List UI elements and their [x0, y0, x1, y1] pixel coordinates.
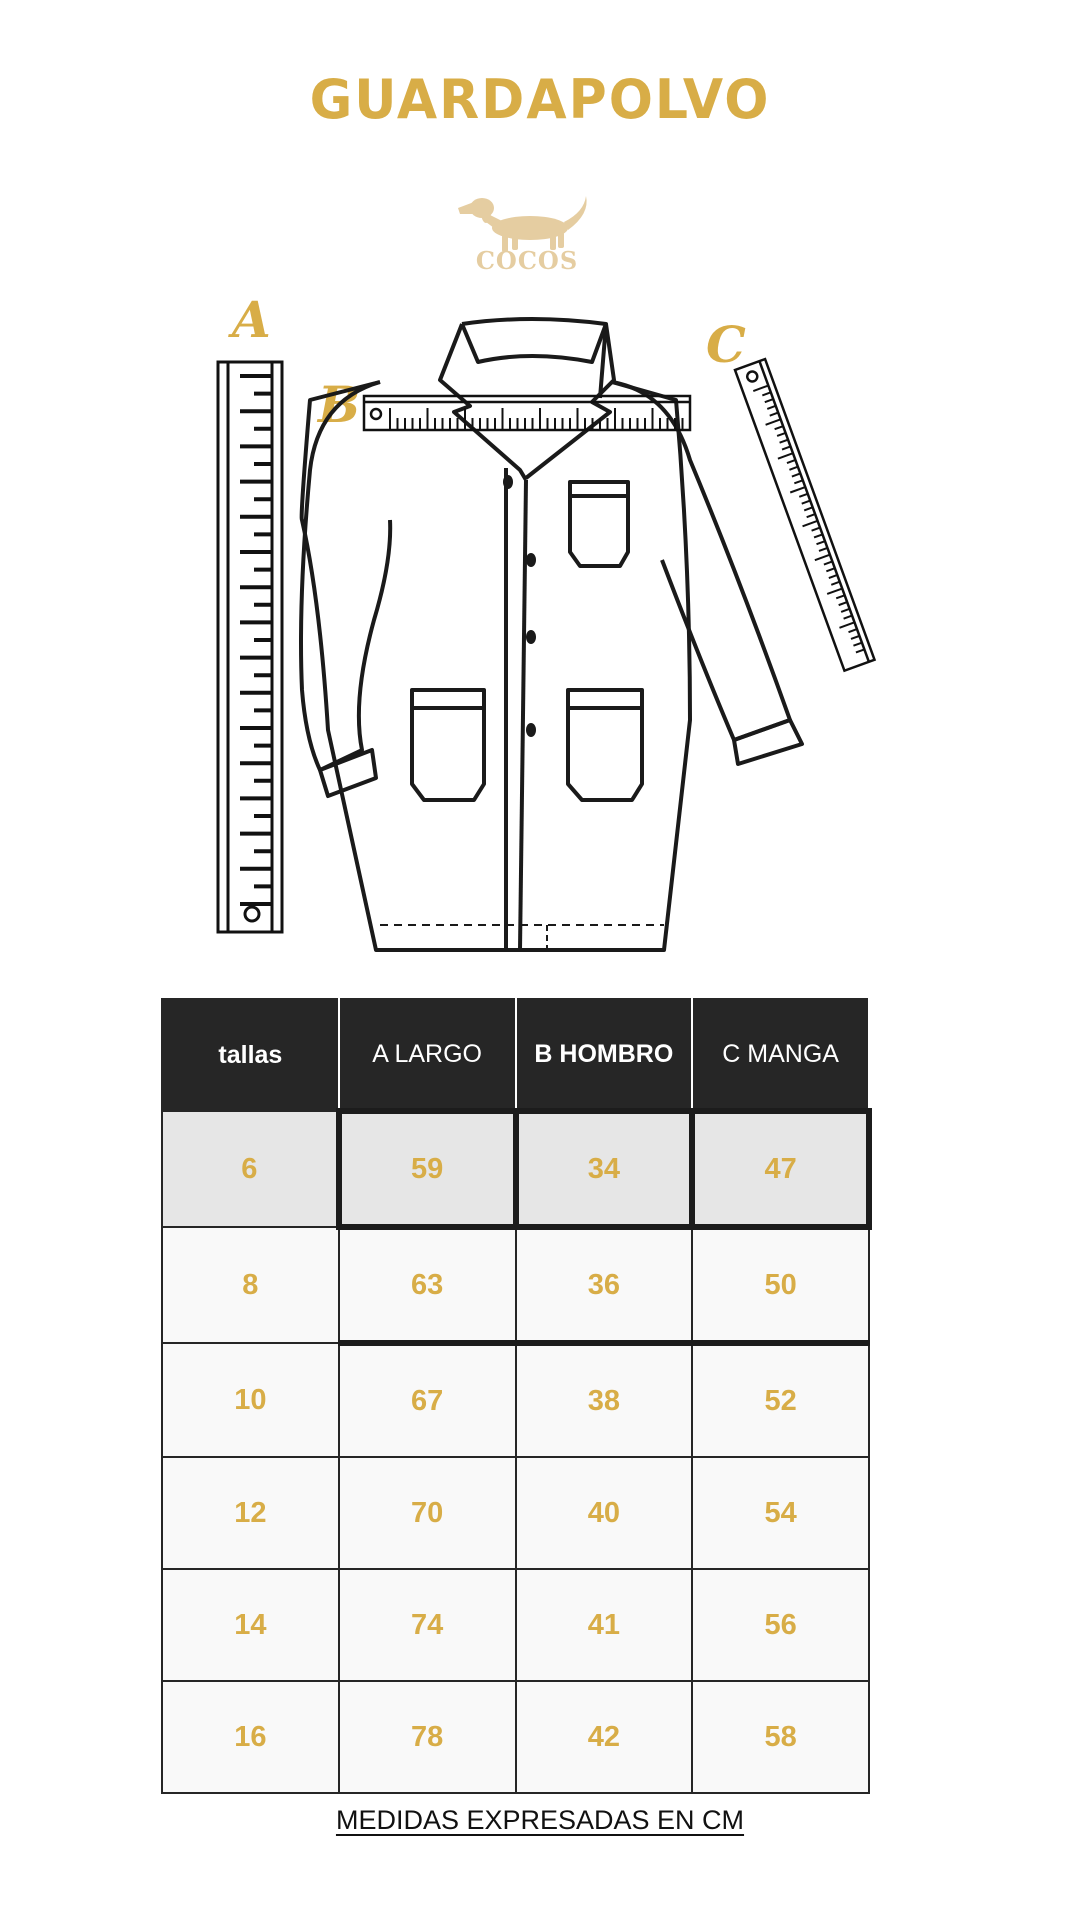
size-cell: 14	[162, 1569, 339, 1681]
manga-cell: 58	[692, 1681, 869, 1793]
ruler-tick	[782, 446, 790, 449]
units-note: MEDIDAS EXPRESADAS EN CM	[335, 1805, 745, 1835]
ruler-tick	[819, 548, 827, 551]
ruler-tick	[766, 419, 781, 424]
ruler-tick	[841, 609, 849, 612]
ruler-tick	[802, 501, 810, 504]
ruler-tick	[792, 473, 800, 476]
hombro-cell: 38	[516, 1343, 693, 1457]
coat-outline	[301, 319, 802, 950]
manga-cell: 54	[692, 1457, 869, 1569]
size-cell: 6	[162, 1111, 339, 1227]
largo-cell: 67	[339, 1343, 516, 1457]
manga-cell: 52	[692, 1343, 869, 1457]
largo-cell: 63	[339, 1227, 516, 1343]
header-a-largo: A LARGO	[339, 999, 516, 1111]
ruler-tick	[765, 399, 773, 402]
manga-cell: 47	[692, 1111, 869, 1227]
header-c-manga: C MANGA	[692, 999, 869, 1111]
ruler-tick	[787, 460, 795, 463]
ruler-tick	[777, 433, 785, 436]
ruler-tick	[767, 406, 775, 409]
label-b: B	[318, 375, 361, 434]
brand-name: COCOS	[475, 246, 579, 275]
ruler-tick	[851, 636, 859, 639]
table-row	[162, 1343, 869, 1457]
manga-cell: 50	[692, 1227, 869, 1343]
size-cell: 12	[162, 1457, 339, 1569]
ruler-tick	[817, 541, 825, 544]
ruler-tick	[849, 629, 857, 632]
hombro-cell: 36	[516, 1227, 693, 1343]
ruler-tick	[762, 392, 770, 395]
table-row	[162, 1569, 869, 1681]
ruler-tick	[839, 602, 847, 605]
ruler-tick	[815, 555, 830, 560]
label-a: A	[232, 290, 271, 349]
table-row	[162, 1457, 869, 1569]
table-row	[162, 1681, 869, 1793]
ruler-tick	[836, 595, 844, 598]
ruler-tick	[853, 643, 861, 646]
ruler-tick	[794, 480, 802, 483]
ruler-tick	[753, 386, 768, 391]
ruler-tick	[812, 528, 820, 531]
ruler-tick	[856, 649, 864, 652]
hombro-cell: 41	[516, 1569, 693, 1681]
table-header-row	[162, 999, 869, 1111]
ruler-tick	[824, 561, 832, 564]
ruler-a	[218, 362, 282, 932]
table-row	[162, 1227, 869, 1343]
ruler-tick	[790, 487, 805, 492]
header-b-hombro: B HOMBRO	[516, 999, 693, 1111]
size-cell: 16	[162, 1681, 339, 1793]
largo-cell: 70	[339, 1457, 516, 1569]
largo-cell: 78	[339, 1681, 516, 1793]
ruler-b	[364, 396, 690, 430]
garment-illustration	[0, 290, 1080, 970]
label-c: C	[706, 315, 746, 374]
largo-cell: 74	[339, 1569, 516, 1681]
ruler-tick	[814, 534, 822, 537]
hombro-cell: 42	[516, 1681, 693, 1793]
ruler-tick	[827, 589, 842, 594]
ruler-tick	[799, 494, 807, 497]
header-tallas: tallas	[162, 999, 339, 1111]
ruler-tick	[770, 413, 778, 416]
ruler-tick	[839, 622, 854, 627]
ruler-tick	[803, 521, 818, 526]
size-cell: 8	[162, 1227, 339, 1343]
size-cell: 10	[162, 1343, 339, 1457]
size-table	[161, 998, 872, 1794]
hombro-cell: 40	[516, 1457, 693, 1569]
ruler-tick	[844, 616, 852, 619]
largo-cell: 59	[339, 1111, 516, 1227]
page-title: GUARDAPOLVO	[309, 68, 771, 132]
ruler-tick	[807, 514, 815, 517]
ruler-tick	[829, 575, 837, 578]
hombro-cell: 34	[516, 1111, 693, 1227]
ruler-tick	[778, 453, 793, 458]
ruler-tick	[789, 467, 797, 470]
ruler-tick	[831, 582, 839, 585]
table-row	[162, 1111, 869, 1227]
ruler-tick	[780, 440, 788, 443]
ruler-tick	[775, 426, 783, 429]
manga-cell: 56	[692, 1569, 869, 1681]
ruler-tick	[804, 507, 812, 510]
ruler-tick	[826, 568, 834, 571]
